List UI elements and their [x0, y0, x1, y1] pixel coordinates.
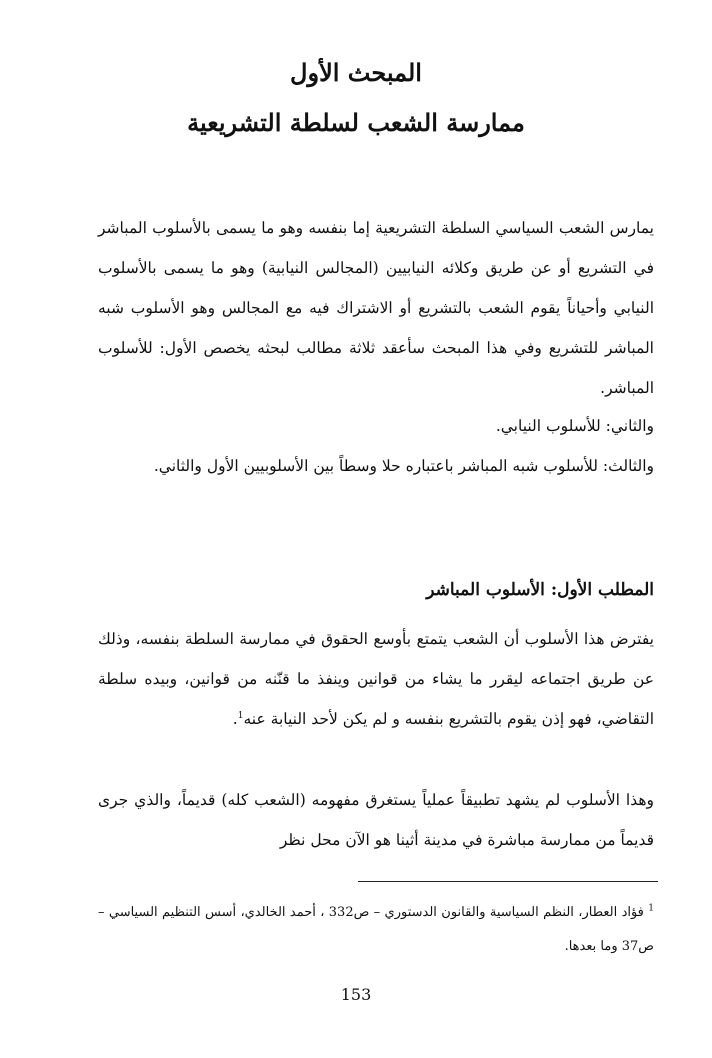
footnote [98, 896, 654, 964]
period-mark: . [232, 710, 238, 728]
footnote-marker: 1 [648, 903, 654, 914]
second-item-paragraph: والثاني: للأسلوب النيابي. [495, 417, 654, 435]
intro-paragraph: يمارس الشعب السياسي السلطة التشريعية إما بنفسه وهو ما يسمى بالأسلوب المباشر في التشريع أو عن طريق وكلائه النيابيين (المجالس النيابية) وهو ما يسمى بالأسلوب النيابي وأحياناً يقوم الشعب بالتشريع أو الاشتراك فيه مع المجالس وهو الأسلوب شبه المباشر للتشريع وفي هذا المبحث سأعقد ثلاثة مطالب لبحثه يخصص الأول: للأسلوب المباشر. [98, 219, 654, 397]
footnote-text: فؤاد العطار، النظم السياسية والقانون الدستوري – ص332 ، أحمد الخالدي، أسس التنظيم السياسي – ص37 وما بعدها. [98, 905, 654, 954]
section-title: المبحث الأول [290, 58, 422, 87]
body-paragraph-2: وهذا الأسلوب لم يشهد تطبيقاً عملياً يستغرق مفهومه (الشعب كله) قديماً، والذي جرى قديماً من ممارسة مباشرة في مدينة أثينا هو الآن محل نظر [98, 791, 654, 849]
page-number: 153 [340, 985, 372, 1004]
third-item-paragraph: والثالث: للأسلوب شبه المباشر باعتباره حلا وسطاً بين الأسلوبيين الأول والثاني. [153, 457, 654, 475]
section-subtitle: ممارسة الشعب لسلطة التشريعية [187, 108, 525, 137]
footnote-divider [358, 881, 658, 882]
body-paragraph-1 [98, 619, 654, 739]
footnote-reference: 1 [237, 710, 244, 721]
body-paragraph-1-text: يفترض هذا الأسلوب أن الشعب يتمتع بأوسع الحقوق في ممارسة السلطة بنفسه، وذلك عن طريق اجتماعه ليقرر ما يشاء من قوانين وينفذ ما قنّنه من قوانين، وبيده سلطة التقاضي، فهو إذن يقوم بالتشريع بنفسه و لم يكن لأحد النيابة عنه [98, 630, 654, 728]
subsection-heading: المطلب الأول: الأسلوب المباشر [426, 580, 654, 600]
